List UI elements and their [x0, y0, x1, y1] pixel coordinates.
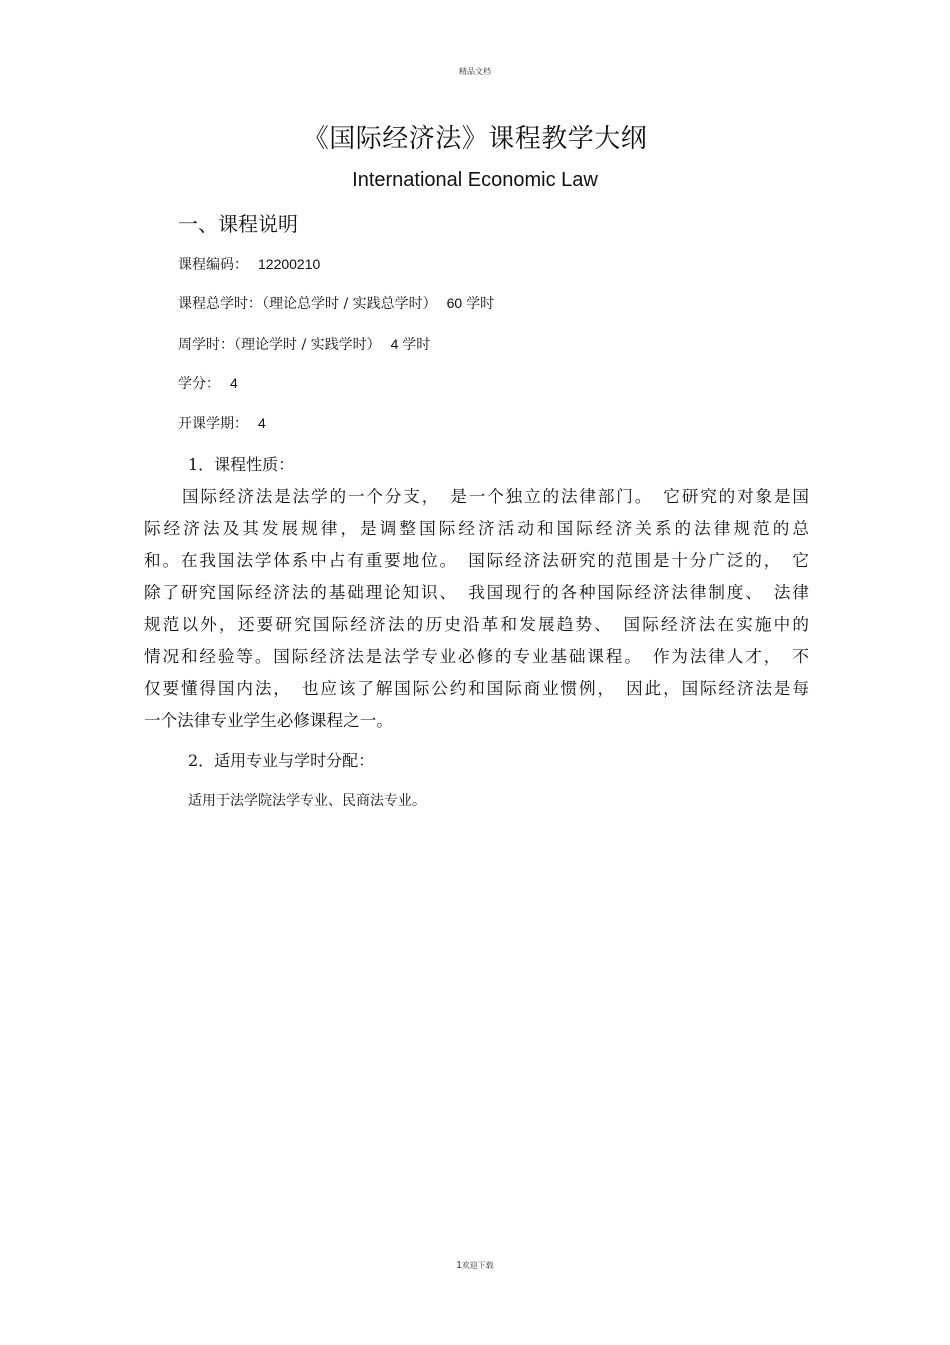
info-semester	[178, 413, 266, 433]
paragraph-line: 国际经济法是法学的一个分支， 是一个独立的法律部门。 它研究的对象是国	[182, 487, 809, 506]
paragraph-line: 和。在我国法学体系中占有重要地位。 国际经济法研究的范围是十分广泛的， 它	[144, 551, 809, 570]
course-nature-heading: 1．课程性质：	[188, 455, 295, 474]
paragraph-line: 际经济法及其发展规律，是调整国际经济活动和国际经济关系的法律规范的总	[144, 519, 809, 538]
info-value: 4	[230, 375, 238, 391]
footer-text: 欢迎下载	[461, 1261, 494, 1270]
info-total-hours	[178, 293, 494, 313]
section-heading: 一、课程说明	[178, 212, 298, 236]
page-subtitle: International Economic Law	[352, 169, 598, 191]
majors-heading: 2．适用专业与学时分配：	[188, 751, 375, 770]
info-value: 60 学时	[446, 295, 495, 311]
majors-text: 适用于法学院法学专业、民商法专业。	[188, 793, 426, 809]
paragraph-line: 仅要懂得国内法， 也应该了解国际公约和国际商业惯例， 因此，国际经济法是每	[144, 679, 809, 698]
info-credits	[178, 373, 238, 393]
paragraph-line: 规范以外，还要研究国际经济法的历史沿革和发展趋势、 国际经济法在实施中的	[144, 615, 809, 634]
info-value: 4	[258, 415, 266, 431]
paragraph-line: 一个法律专业学生必修课程之一。	[144, 711, 393, 730]
paragraph-line: 除了研究国际经济法的基础理论知识、 我国现行的各种国际经济法律制度、 法律	[144, 583, 809, 602]
page-number: 1	[456, 1260, 462, 1271]
page-title: 《国际经济法》课程教学大纲	[302, 124, 648, 154]
info-value: 12200210	[258, 256, 321, 272]
info-weekly-hours	[178, 334, 430, 354]
info-value: 4 学时	[390, 336, 431, 352]
info-label: 学分：	[178, 376, 220, 392]
page-footer	[0, 1260, 950, 1271]
paragraph-line: 情况和经验等。国际经济法是法学专业必修的专业基础课程。 作为法律人才， 不	[144, 647, 809, 666]
info-label: 开课学期：	[178, 416, 248, 432]
info-label: 课程编码：	[178, 257, 248, 273]
info-course-code	[178, 254, 320, 274]
info-label: 周学时：（理论学时 / 实践学时）	[178, 337, 381, 353]
course-nature-paragraph	[144, 481, 809, 737]
header-tag: 精品文档	[459, 67, 491, 76]
info-label: 课程总学时：（理论总学时 / 实践总学时）	[178, 296, 437, 312]
